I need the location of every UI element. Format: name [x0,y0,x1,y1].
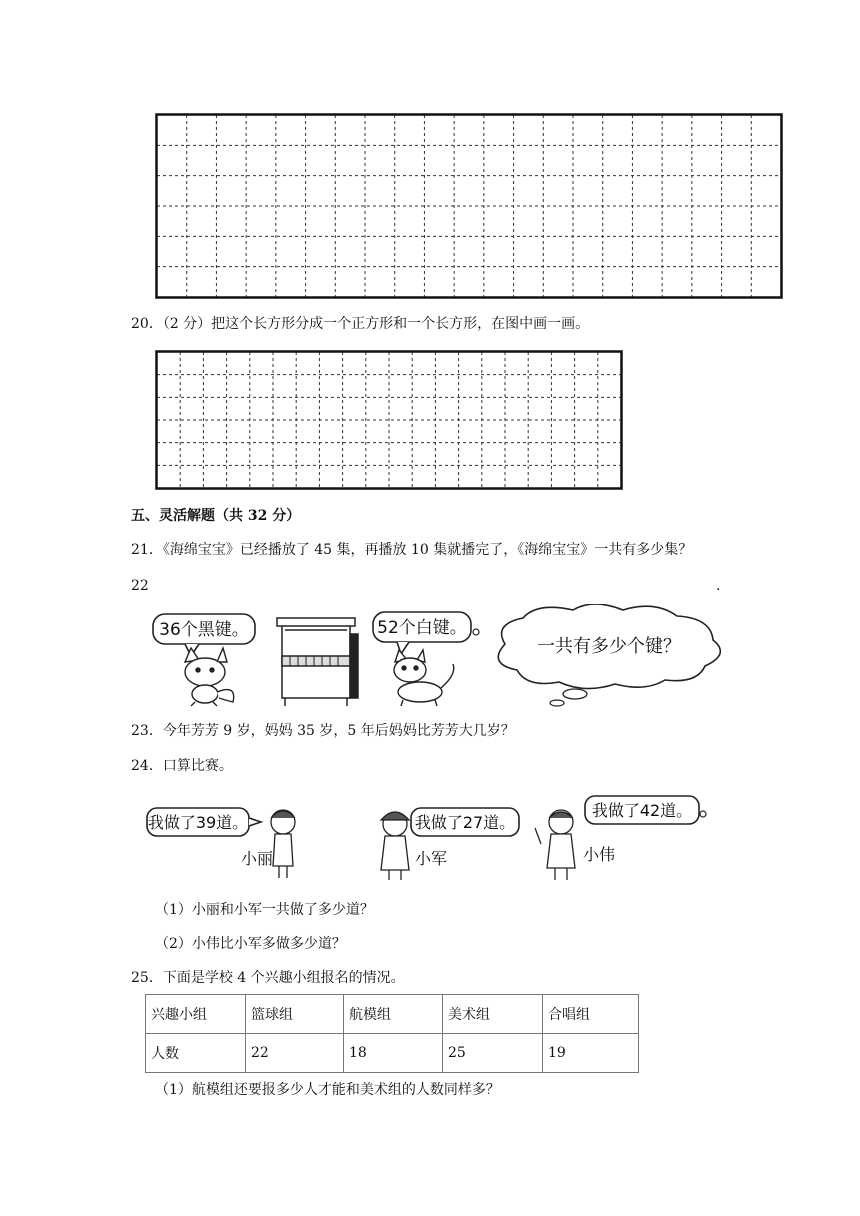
table-cell: 25 [443,1034,543,1073]
piano-icon [277,618,358,706]
bubble-black-keys-text: 36个黑键。 [159,620,249,640]
bubble-white-keys-text: 52个白键。 [377,618,467,638]
cat-icon [394,650,454,706]
speech-bubble-xiaoli [147,808,261,836]
speech-bubble-black-keys [153,614,255,656]
question-20 [131,314,589,334]
mental-math-illustration [145,792,710,884]
table-cell: 19 [543,1034,639,1073]
speech-xiaoli-text: 我做了39道。 [147,813,249,832]
boy-icon [535,810,575,880]
section-title: 五、灵活解题（共 32 分） [131,508,301,524]
question-21: 21．《海绵宝宝》已经播放了 45 集，再播放 10 集就播完了，《海绵宝宝》一共有多少集？ [131,542,693,558]
drawing-grid-top[interactable] [155,113,783,299]
table-cell: 人数 [146,1034,246,1073]
table-cell: 18 [344,1034,443,1073]
thought-cloud [498,604,720,706]
table-cell: 篮球组 [246,995,344,1034]
question-24-sub-1: （1）小丽和小军一共做了多少道？ [155,902,374,918]
interest-groups-table [145,994,639,1073]
table-cell: 航模组 [344,995,443,1034]
boy-cap-icon [381,812,409,880]
question-24: 24．口算比赛。 [131,758,233,774]
name-xiaojun: 小军 [415,849,448,868]
question-25: 25．下面是学校 4 个兴趣小组报名的情况。 [131,970,405,986]
speech-xiaojun-text: 我做了27道。 [414,813,516,832]
speech-bubble-white-keys [373,612,479,654]
question-22-dot: . [716,578,721,594]
question-23: 23．今年芳芳 9 岁，妈妈 35 岁，5 年后妈妈比芳芳大几岁？ [131,723,515,739]
cloud-question-text: 一共有多少个键？ [537,636,681,657]
speech-xiaowei-text: 我做了42道。 [591,801,693,820]
girl-icon [271,810,295,878]
speech-bubble-xiaowei [585,796,706,824]
table-row [146,1034,639,1073]
table-cell: 美术组 [443,995,543,1034]
piano-keys-illustration [145,604,730,709]
table-header-row [146,995,639,1034]
table-cell: 22 [246,1034,344,1073]
question-24-sub-2: （2）小伟比小军多做多少道？ [155,936,346,952]
table-cell: 兴趣小组 [146,995,246,1034]
question-25-sub-1: （1）航模组还要报多少人才能和美术组的人数同样多？ [155,1082,500,1098]
name-xiaoli: 小丽 [241,849,274,868]
question-20-text: （2 分）把这个长方形分成一个正方形和一个长方形，在图中画一画。 [162,316,590,332]
fox-icon [185,648,234,706]
question-22-number: 22 [131,578,149,594]
name-xiaowei: 小伟 [583,845,616,864]
drawing-grid-rectangle[interactable] [155,350,623,490]
table-cell: 合唱组 [543,995,639,1034]
speech-bubble-xiaojun [411,808,519,836]
question-20-number: 20． [131,316,163,332]
